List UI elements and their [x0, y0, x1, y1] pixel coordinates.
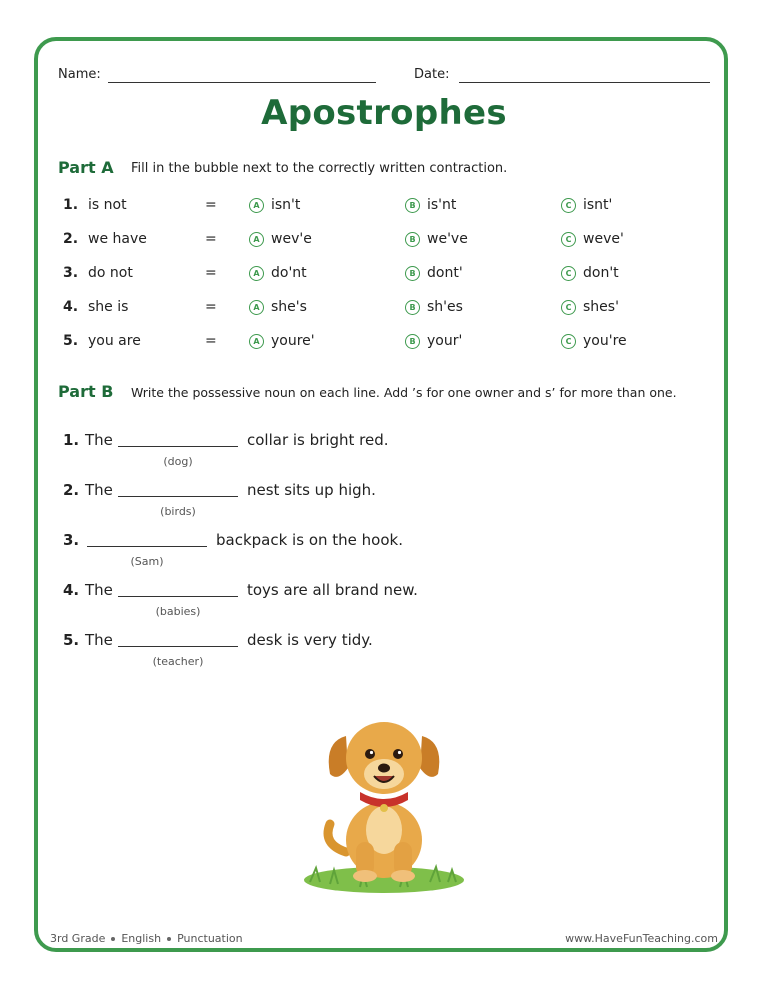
grade-tag: 3rd Grade — [50, 932, 106, 945]
sentence-start: The — [85, 481, 113, 499]
bullet-icon — [167, 937, 171, 941]
equals-sign: = — [205, 265, 217, 281]
word-hint: (dog) — [163, 455, 193, 468]
item-number: 5. — [63, 333, 79, 349]
answer-line[interactable] — [118, 446, 238, 447]
site-link[interactable]: www.HaveFunTeaching.com — [565, 932, 718, 945]
option-text: weve' — [583, 231, 624, 247]
option-a[interactable] — [249, 299, 307, 315]
phrase: she is — [88, 299, 129, 315]
word-hint: (babies) — [155, 605, 201, 618]
option-c[interactable] — [561, 265, 619, 281]
bubble-a-icon[interactable]: A — [249, 266, 264, 281]
item-number: 1. — [63, 197, 79, 213]
bubble-a-icon[interactable]: A — [249, 232, 264, 247]
part-a-row — [0, 299, 768, 321]
bubble-a-icon[interactable]: A — [249, 300, 264, 315]
part-a-instruction: Fill in the bubble next to the correctly written contraction. — [131, 161, 508, 176]
bubble-b-icon[interactable]: B — [405, 300, 420, 315]
option-text: dont' — [427, 265, 463, 281]
sentence-end: collar is bright red. — [247, 431, 389, 449]
option-text: she's — [271, 299, 307, 315]
word-hint: (teacher) — [152, 655, 204, 668]
item-number: 2. — [63, 481, 80, 499]
phrase: we have — [88, 231, 147, 247]
equals-sign: = — [205, 197, 217, 213]
puppy-illustration — [300, 712, 468, 896]
option-b[interactable] — [405, 333, 462, 349]
part-b-instruction: Write the possessive noun on each line. Add ’s for one owner and s’ for more than one. — [131, 385, 677, 400]
option-a[interactable] — [249, 197, 300, 213]
part-a-title: Part A — [58, 158, 114, 177]
option-c[interactable] — [561, 197, 612, 213]
subject-tag: English — [121, 932, 162, 945]
answer-line[interactable] — [118, 596, 238, 597]
option-text: wev'e — [271, 231, 312, 247]
option-b[interactable] — [405, 265, 463, 281]
bubble-a-icon[interactable]: A — [249, 334, 264, 349]
option-b[interactable] — [405, 231, 468, 247]
item-number: 4. — [63, 581, 80, 599]
option-b[interactable] — [405, 299, 463, 315]
footer-tags — [50, 932, 243, 945]
name-line[interactable] — [108, 82, 376, 83]
option-a[interactable] — [249, 333, 315, 349]
option-c[interactable] — [561, 333, 627, 349]
item-number: 5. — [63, 631, 80, 649]
item-number: 3. — [63, 265, 79, 281]
item-number: 4. — [63, 299, 79, 315]
part-a-row — [0, 231, 768, 253]
name-label: Name: — [58, 67, 101, 82]
part-b-title: Part B — [58, 382, 114, 401]
item-number: 2. — [63, 231, 79, 247]
sentence-end: toys are all brand new. — [247, 581, 418, 599]
option-a[interactable] — [249, 231, 312, 247]
date-line[interactable] — [459, 82, 710, 83]
bubble-b-icon[interactable]: B — [405, 266, 420, 281]
date-label: Date: — [414, 67, 450, 82]
bubble-c-icon[interactable]: C — [561, 334, 576, 349]
option-text: your' — [427, 333, 463, 349]
option-text: don't — [583, 265, 619, 281]
bullet-icon — [111, 937, 115, 941]
sentence-start: The — [85, 631, 113, 649]
topic-tag: Punctuation — [177, 932, 243, 945]
bubble-c-icon[interactable]: C — [561, 266, 576, 281]
phrase: you are — [88, 333, 141, 349]
option-text: you're — [583, 333, 627, 349]
answer-line[interactable] — [118, 496, 238, 497]
page-title: Apostrophes — [261, 93, 507, 133]
option-text: youre' — [271, 333, 315, 349]
option-text: shes' — [583, 299, 619, 315]
bubble-c-icon[interactable]: C — [561, 232, 576, 247]
option-b[interactable] — [405, 197, 456, 213]
option-text: do'nt — [271, 265, 307, 281]
option-c[interactable] — [561, 299, 619, 315]
bubble-c-icon[interactable]: C — [561, 198, 576, 213]
sentence-end: nest sits up high. — [247, 481, 376, 499]
equals-sign: = — [205, 231, 217, 247]
bubble-c-icon[interactable]: C — [561, 300, 576, 315]
option-text: we've — [427, 231, 468, 247]
part-a-row — [0, 333, 768, 355]
bubble-b-icon[interactable]: B — [405, 198, 420, 213]
item-number: 1. — [63, 431, 80, 449]
bubble-a-icon[interactable]: A — [249, 198, 264, 213]
sentence-start: The — [85, 581, 113, 599]
item-number: 3. — [63, 531, 80, 549]
option-c[interactable] — [561, 231, 624, 247]
equals-sign: = — [205, 333, 217, 349]
sentence-end: backpack is on the hook. — [216, 531, 403, 549]
bubble-b-icon[interactable]: B — [405, 334, 420, 349]
sentence-end: desk is very tidy. — [247, 631, 373, 649]
phrase: is not — [88, 197, 127, 213]
part-a-row — [0, 265, 768, 287]
answer-line[interactable] — [118, 646, 238, 647]
phrase: do not — [88, 265, 133, 281]
answer-line[interactable] — [87, 546, 207, 547]
bubble-b-icon[interactable]: B — [405, 232, 420, 247]
part-a-row — [0, 197, 768, 219]
word-hint: (birds) — [160, 505, 196, 518]
option-a[interactable] — [249, 265, 307, 281]
option-text: isnt' — [583, 197, 613, 213]
word-hint: (Sam) — [130, 555, 164, 568]
option-text: isn't — [271, 197, 301, 213]
sentence-start: The — [85, 431, 113, 449]
option-text: sh'es — [427, 299, 463, 315]
equals-sign: = — [205, 299, 217, 315]
option-text: is'nt — [427, 197, 457, 213]
